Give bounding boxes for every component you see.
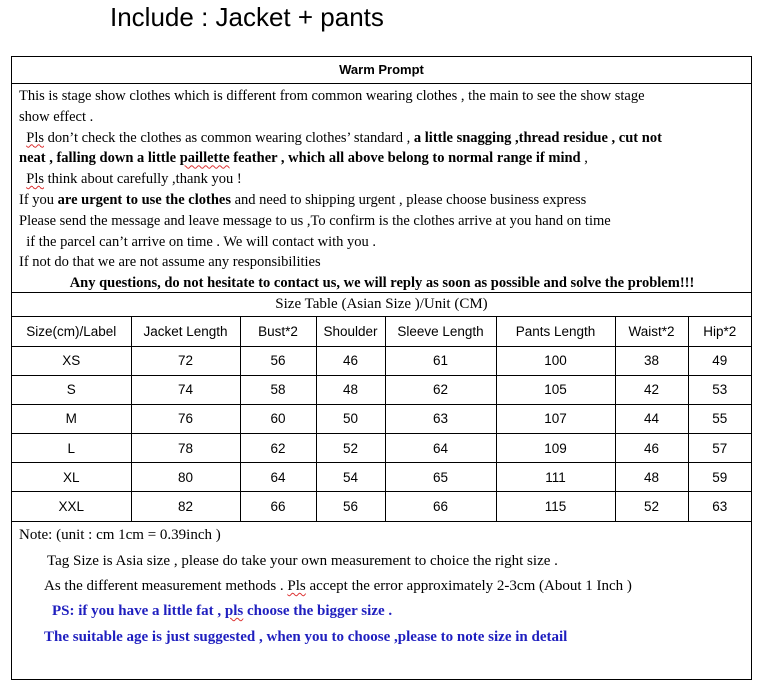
prompt-text: show effect . [19, 108, 94, 125]
table-cell: XS [12, 346, 131, 375]
column-header: Waist*2 [615, 317, 688, 346]
table-cell: 38 [615, 346, 688, 375]
note-text: Note: (unit : cm 1cm = 0.39inch ) [19, 527, 221, 543]
table-cell: 82 [131, 492, 240, 521]
prompt-text: don’t check the clothes as common wearing clothes’ standard , [44, 129, 414, 146]
spellcheck-word: paillette [179, 150, 230, 167]
table-cell: 57 [688, 434, 751, 463]
table-row [12, 492, 751, 521]
prompt-line-9 [19, 252, 745, 273]
column-header: Pants Length [496, 317, 615, 346]
prompt-text: Please send the message and leave message to us ,To confirm is the clothes arrive at you hand on time [19, 212, 611, 229]
table-cell: 107 [496, 404, 615, 433]
note-line-4 [52, 603, 392, 620]
table-cell: 64 [240, 463, 316, 492]
table-cell: 46 [316, 346, 385, 375]
table-cell: 60 [240, 404, 316, 433]
table-cell: 50 [316, 404, 385, 433]
prompt-line-5 [19, 169, 745, 190]
table-cell: 109 [496, 434, 615, 463]
table-cell: 52 [316, 434, 385, 463]
note-line-3 [44, 578, 632, 595]
spellcheck-word: pls [224, 603, 244, 619]
page-title: Include : Jacket + pants [110, 2, 384, 32]
prompt-line-4 [19, 148, 745, 169]
size-table [12, 317, 751, 522]
table-cell: 64 [385, 434, 496, 463]
prompt-text: This is stage show clothes which is different from common wearing clothes , the main to see the show stage [19, 88, 645, 104]
prompt-text: If not do that we are not assume any responsibilities [19, 254, 321, 271]
table-cell: 44 [615, 404, 688, 433]
table-cell: M [12, 404, 131, 433]
table-cell: XXL [12, 492, 131, 521]
spellcheck-word: Pls [26, 171, 44, 188]
table-cell: 63 [688, 492, 751, 521]
table-cell: XL [12, 463, 131, 492]
prompt-bold-text: neat , falling down a little [19, 150, 180, 167]
table-cell: 76 [131, 404, 240, 433]
table-cell: 59 [688, 463, 751, 492]
table-cell: S [12, 375, 131, 404]
column-header: Shoulder [316, 317, 385, 346]
prompt-text: and need to shipping urgent , please choose business express [230, 191, 587, 208]
table-row [12, 404, 751, 433]
table-cell: 78 [131, 434, 240, 463]
notes-section [12, 523, 751, 679]
table-cell: 58 [240, 375, 316, 404]
warm-prompt-body [12, 84, 751, 293]
note-text: accept the error approximately 2-3cm (About 1 Inch ) [305, 578, 632, 594]
note-line-2 [47, 553, 558, 570]
column-header: Sleeve Length [385, 317, 496, 346]
note-line-1 [19, 527, 221, 544]
table-cell: 53 [688, 375, 751, 404]
table-cell: 111 [496, 463, 615, 492]
prompt-text: think about carefully ,thank you ! [44, 171, 242, 188]
table-cell: 48 [316, 375, 385, 404]
table-cell: 100 [496, 346, 615, 375]
note-blue-text: choose the bigger size . [243, 603, 393, 619]
note-text: Tag Size is Asia size , please do take your own measurement to choice the right size . [47, 553, 558, 569]
table-cell: L [12, 434, 131, 463]
table-cell: 61 [385, 346, 496, 375]
prompt-text: , [580, 150, 588, 167]
column-header: Size(cm)/Label [12, 317, 131, 346]
prompt-text: if the parcel can’t arrive on time . We will contact with you . [26, 233, 377, 250]
prompt-bold-text: are urgent to use the clothes [57, 191, 231, 208]
table-cell: 105 [496, 375, 615, 404]
table-cell: 72 [131, 346, 240, 375]
prompt-line-1 [19, 86, 745, 107]
column-header: Hip*2 [688, 317, 751, 346]
table-cell: 63 [385, 404, 496, 433]
table-cell: 52 [615, 492, 688, 521]
table-row [12, 375, 751, 404]
table-cell: 46 [615, 434, 688, 463]
table-cell: 42 [615, 375, 688, 404]
prompt-line-3 [19, 128, 745, 149]
note-blue-text: PS: if you have a little fat , [52, 603, 225, 619]
warm-prompt-heading: Warm Prompt [12, 57, 751, 84]
table-cell: 66 [240, 492, 316, 521]
table-cell: 62 [240, 434, 316, 463]
table-cell: 80 [131, 463, 240, 492]
table-cell: 74 [131, 375, 240, 404]
table-row [12, 346, 751, 375]
info-sheet [11, 56, 752, 680]
prompt-text: If you [19, 191, 58, 208]
table-cell: 54 [316, 463, 385, 492]
prompt-line-10 [19, 273, 745, 294]
table-row [12, 463, 751, 492]
table-cell: 49 [688, 346, 751, 375]
note-text: As the different measurement methods . [44, 578, 288, 594]
prompt-line-6 [19, 190, 745, 211]
table-cell: 48 [615, 463, 688, 492]
table-cell: 65 [385, 463, 496, 492]
table-cell: 55 [688, 404, 751, 433]
table-cell: 66 [385, 492, 496, 521]
note-line-5 [44, 629, 567, 646]
prompt-bold-text: feather , which all above belong to normal range if mind [229, 150, 581, 167]
size-table-title: Size Table (Asian Size )/Unit (CM) [12, 293, 751, 317]
table-cell: 115 [496, 492, 615, 521]
prompt-bold-text: a little snagging ,thread residue , cut not [413, 129, 662, 146]
prompt-bold-text: Any questions, do not hesitate to contact us, we will reply as soon as possible and solve the problem!!! [69, 275, 695, 292]
table-cell: 56 [240, 346, 316, 375]
note-blue-text: The suitable age is just suggested , when you to choose ,please to note size in detail [44, 629, 568, 645]
prompt-line-2 [19, 107, 745, 128]
table-cell: 56 [316, 492, 385, 521]
prompt-line-8 [19, 232, 745, 253]
column-header: Bust*2 [240, 317, 316, 346]
table-header-row [12, 317, 751, 346]
prompt-line-7 [19, 211, 745, 232]
spellcheck-word: Pls [287, 578, 306, 594]
table-cell: 62 [385, 375, 496, 404]
table-row [12, 434, 751, 463]
spellcheck-word: Pls [26, 129, 44, 146]
column-header: Jacket Length [131, 317, 240, 346]
